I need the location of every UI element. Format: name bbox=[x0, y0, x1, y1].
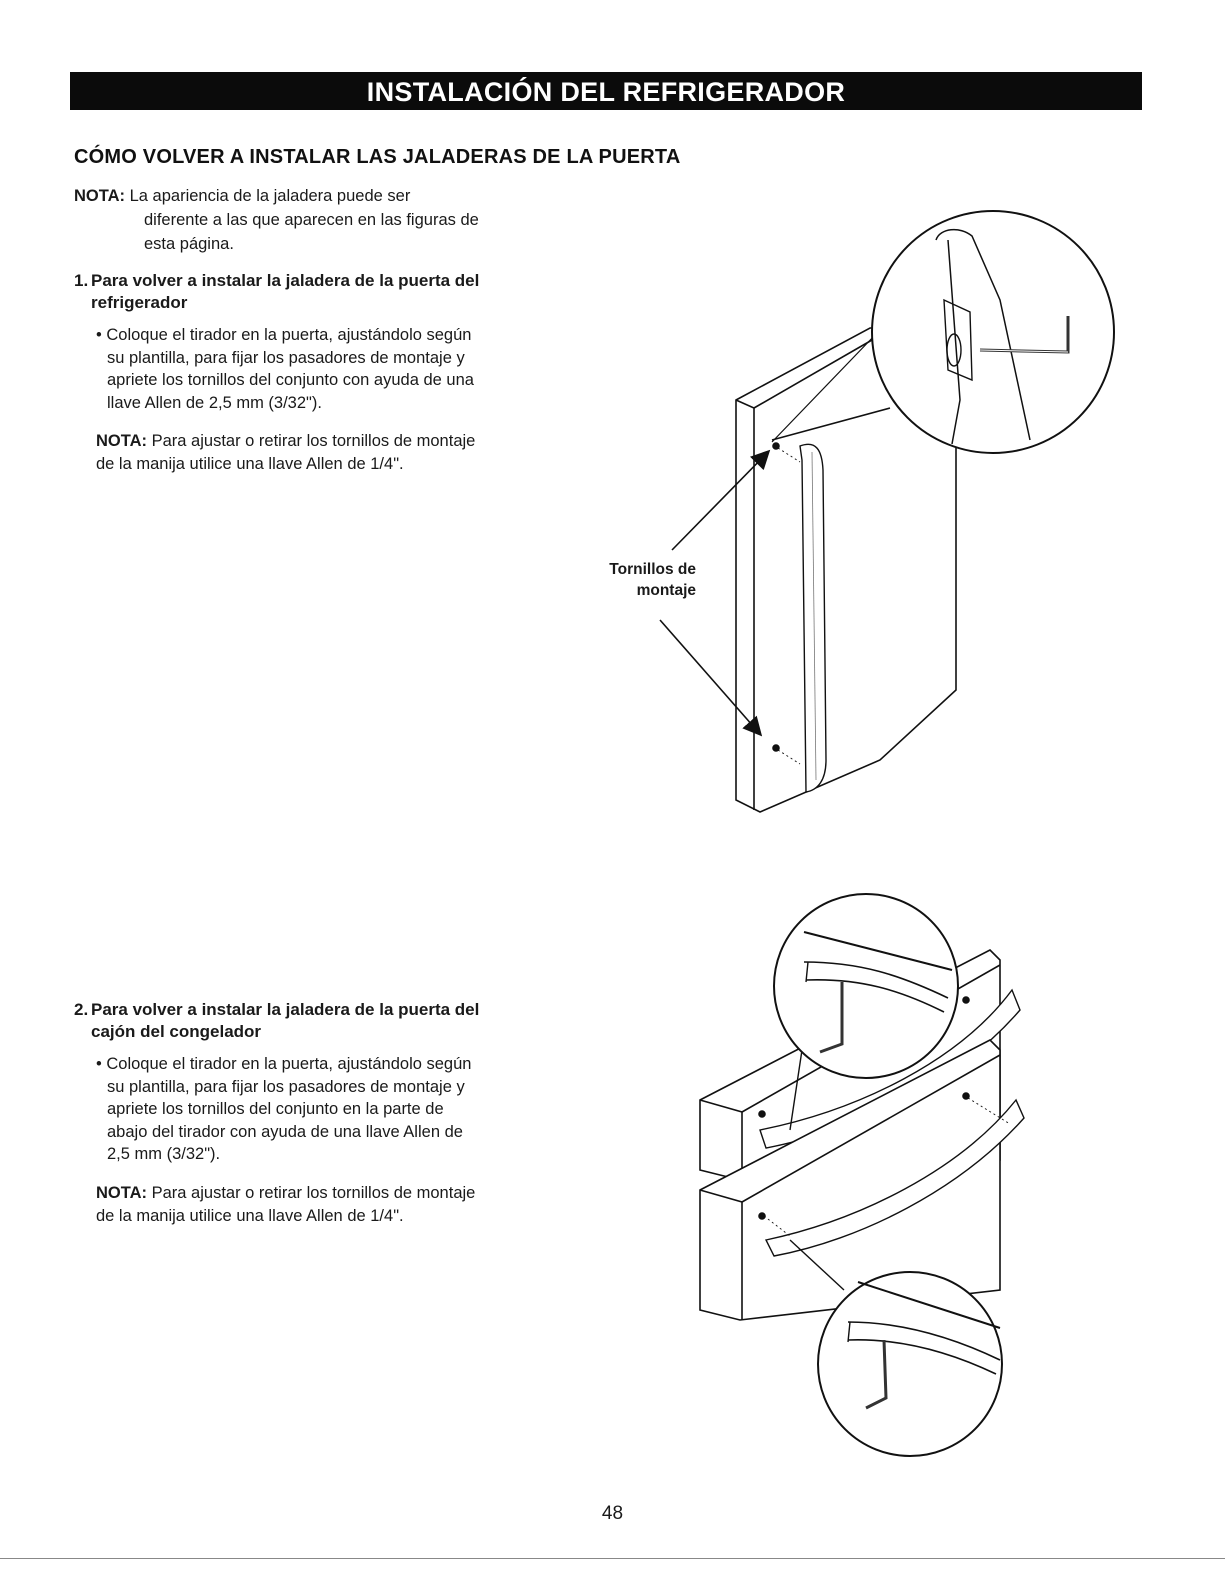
step-number: 2. bbox=[74, 1000, 89, 1019]
note-line: Para ajustar o retirar los tornillos de montaje bbox=[151, 1184, 476, 1202]
note-label: NOTA: bbox=[96, 432, 148, 450]
step-number: 1. bbox=[74, 271, 89, 290]
bullet-line: abajo del tirador con ayuda de una llave Allen de bbox=[107, 1122, 463, 1141]
callout-line: Tornillos de bbox=[609, 561, 696, 578]
bullet-line: llave Allen de 2,5 mm (3/32"). bbox=[107, 393, 322, 412]
note-line: La apariencia de la jaladera puede ser bbox=[129, 187, 411, 205]
figure-2-freezer-drawers bbox=[700, 894, 1024, 1456]
note-line: esta página. bbox=[144, 235, 234, 253]
note-label: NOTA: bbox=[74, 187, 126, 205]
page-number: 48 bbox=[601, 1503, 624, 1524]
section-title: CÓMO VOLVER A INSTALAR LAS JALADERAS DE LA PUERTA bbox=[74, 146, 681, 168]
note-line: de la manija utilice una llave Allen de 1/4". bbox=[96, 454, 404, 473]
step-title-line: cajón del congelador bbox=[91, 1022, 262, 1041]
figure-1-refrigerator-door bbox=[660, 211, 1114, 812]
step-title-line: Para volver a instalar la jaladera de la puerta del bbox=[91, 1000, 480, 1019]
note-line: Para ajustar o retirar los tornillos de montaje bbox=[151, 432, 476, 450]
step-title-line: refrigerador bbox=[91, 293, 188, 312]
page-banner: INSTALACIÓN DEL REFRIGERADOR bbox=[70, 72, 1142, 110]
step-title-line: Para volver a instalar la jaladera de la puerta del bbox=[91, 271, 480, 290]
bullet-line: apriete los tornillos del conjunto con ayuda de una bbox=[107, 371, 474, 389]
callout-line: montaje bbox=[636, 582, 696, 599]
note-label: NOTA: bbox=[96, 1184, 148, 1202]
bullet-line: su plantilla, para fijar los pasadores de montaje y bbox=[107, 1077, 465, 1096]
bullet-line: 2,5 mm (3/32"). bbox=[107, 1145, 221, 1163]
bullet-line: apriete los tornillos del conjunto en la parte de bbox=[107, 1100, 444, 1118]
bullet-line: su plantilla, para fijar los pasadores de montaje y bbox=[107, 348, 465, 367]
bullet-line: Coloque el tirador en la puerta, ajustándolo según bbox=[106, 326, 472, 344]
bullet-line: Coloque el tirador en la puerta, ajustándolo según bbox=[106, 1055, 472, 1073]
footer-rule bbox=[0, 1558, 1225, 1559]
note-line: diferente a las que aparecen en las figuras de bbox=[144, 211, 479, 229]
bullet-dot: • bbox=[96, 1055, 102, 1073]
note-line: de la manija utilice una llave Allen de 1/4". bbox=[96, 1206, 404, 1225]
bullet-dot: • bbox=[96, 326, 102, 344]
